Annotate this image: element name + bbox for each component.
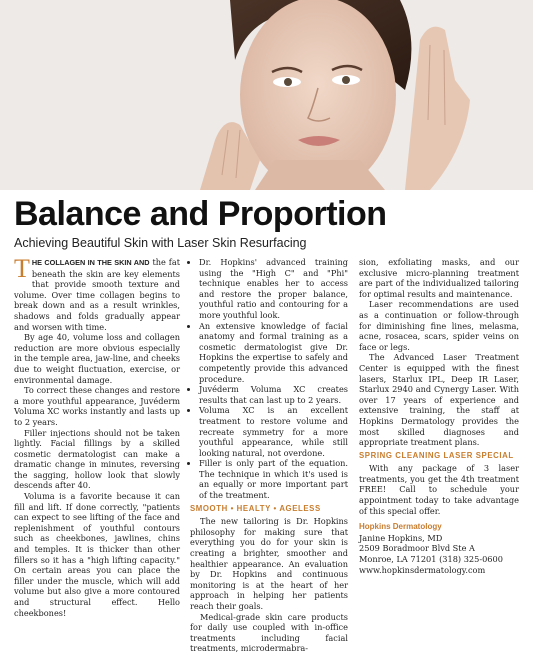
list-item: • Dr. Hopkins' advanced training using the "High C" and "Phi" technique enables her to access and restore the proper balance, youthful ratio and contouring for a more youthful look.: [199, 257, 348, 321]
contact-line: Janine Hopkins, MD: [359, 532, 443, 543]
paragraph: To correct these changes and restore a more youthful appearance, Juvéderm Voluma XC works instantly and lasts up to 2 years.: [14, 385, 180, 427]
article-title: Balance and Proportion: [14, 195, 387, 233]
list-item: • An extensive knowledge of facial anatomy and formal training as a cosmetic dermatologist give Dr. Hopkins the expertise to safely and competently provide this advanced procedure.: [199, 321, 348, 385]
organization-name: Hopkins Dermatology: [359, 522, 442, 532]
woman-face-illustration: [0, 0, 533, 190]
list-item: • Juvéderm Voluma XC creates results that can last up to 2 years.: [199, 384, 348, 405]
article-subtitle: Achieving Beautiful Skin with Laser Skin Resurfacing: [14, 236, 307, 250]
paragraph: The Advanced Laser Treatment Center is equipped with the finest lasers, Starlux IPL, Deep IR Laser, Starlux 2940 and Cynergy Laser. With over 17 years of experience and extensive training, the staff at Hopkins Dermatology provides the most skilled diagnoses and appropriate treatment plans.: [359, 352, 519, 448]
contact-line: 2509 Boradmoor Blvd Ste A: [359, 543, 475, 554]
website-link[interactable]: www.hopkinsdermatology.com: [359, 564, 486, 575]
column-2: [190, 257, 348, 654]
contact-line: Monroe, LA 71201 (318) 325-0600: [359, 554, 503, 565]
lead-kicker: HE COLLAGEN IN THE SKIN AND: [31, 258, 150, 267]
paragraph: By age 40, volume loss and collagen reduction are more obvious especially in the temple area, jaw-line, and cheeks due to weight fluctuation, exercise, or environmental damage.: [14, 332, 180, 385]
paragraph: Filler injections should not be taken lightly. Facial fillings by a skilled cosmetic dermatologist can make a dramatic change in minutes, reversing the sagging, hollow look that slowly descends after 40.: [14, 427, 180, 491]
section-heading: SPRING CLEANING LASER SPECIAL: [359, 450, 514, 460]
paragraph: The new tailoring is Dr. Hopkins philosophy for making sure that everything you do for your skin is creating a brighter, smoother and healthier appearance. An evaluation by Dr. Hopkins and continuous monitoring is at the heart of her approach in helping her patients reach their goals.: [190, 516, 348, 611]
drop-cap: T: [14, 254, 30, 283]
list-item: • Filler is only part of the equation. The technique in which it's used is an equally or more important part of the treatment.: [199, 458, 348, 500]
paragraph: sion, exfoliating masks, and our exclusive micro-planning treatment are part of the individualized tailoring for optimal results and maintenance.: [359, 257, 519, 299]
paragraph: With any package of 3 laser treatments, you get the 4th treatment FREE! Call to schedule your appointment today to take advantage of this special offer.: [359, 463, 519, 516]
section-heading: SMOOTH • HEALTY • AGELESS: [190, 503, 321, 513]
lead-paragraph: [14, 254, 180, 332]
list-item: • Voluma XC is an excellent treatment to restore volume and recreate symmetry for a more youthful appearance, while still looking natural, not overdone.: [199, 405, 348, 458]
column-1: [14, 254, 180, 618]
column-3: [359, 257, 519, 575]
hero-photo: [0, 0, 533, 190]
bullet-list: [190, 257, 348, 501]
paragraph: Medical-grade skin care products for daily use coupled with in-office treatments including facial treatments, microdermabra-: [190, 611, 348, 654]
paragraph: Laser recommendations are used as a continuation or follow-through for diminishing fine lines, melasma, acne, rosacea, scars, spider veins on face or legs.: [359, 299, 519, 352]
lead-text: the fat beneath the skin are key elements that provide smooth texture and volume. Over time collagen begins to break down and as a result wrinkles, shadows and folds gradually appear and worsen with time.: [14, 257, 180, 332]
paragraph: Voluma is a favorite because it can fill and lift. If done correctly, "patients can expect to see lifting of the face and replenishment of youthful contours such as cheekbones, jawlines, chins and temples. It is thicker than other fillers so it has a "high lifting capacity." On certain areas you can place the filler under the muscle, which will add volume but also give a more contoured and structural effect. Hello cheekbones!: [14, 491, 180, 618]
